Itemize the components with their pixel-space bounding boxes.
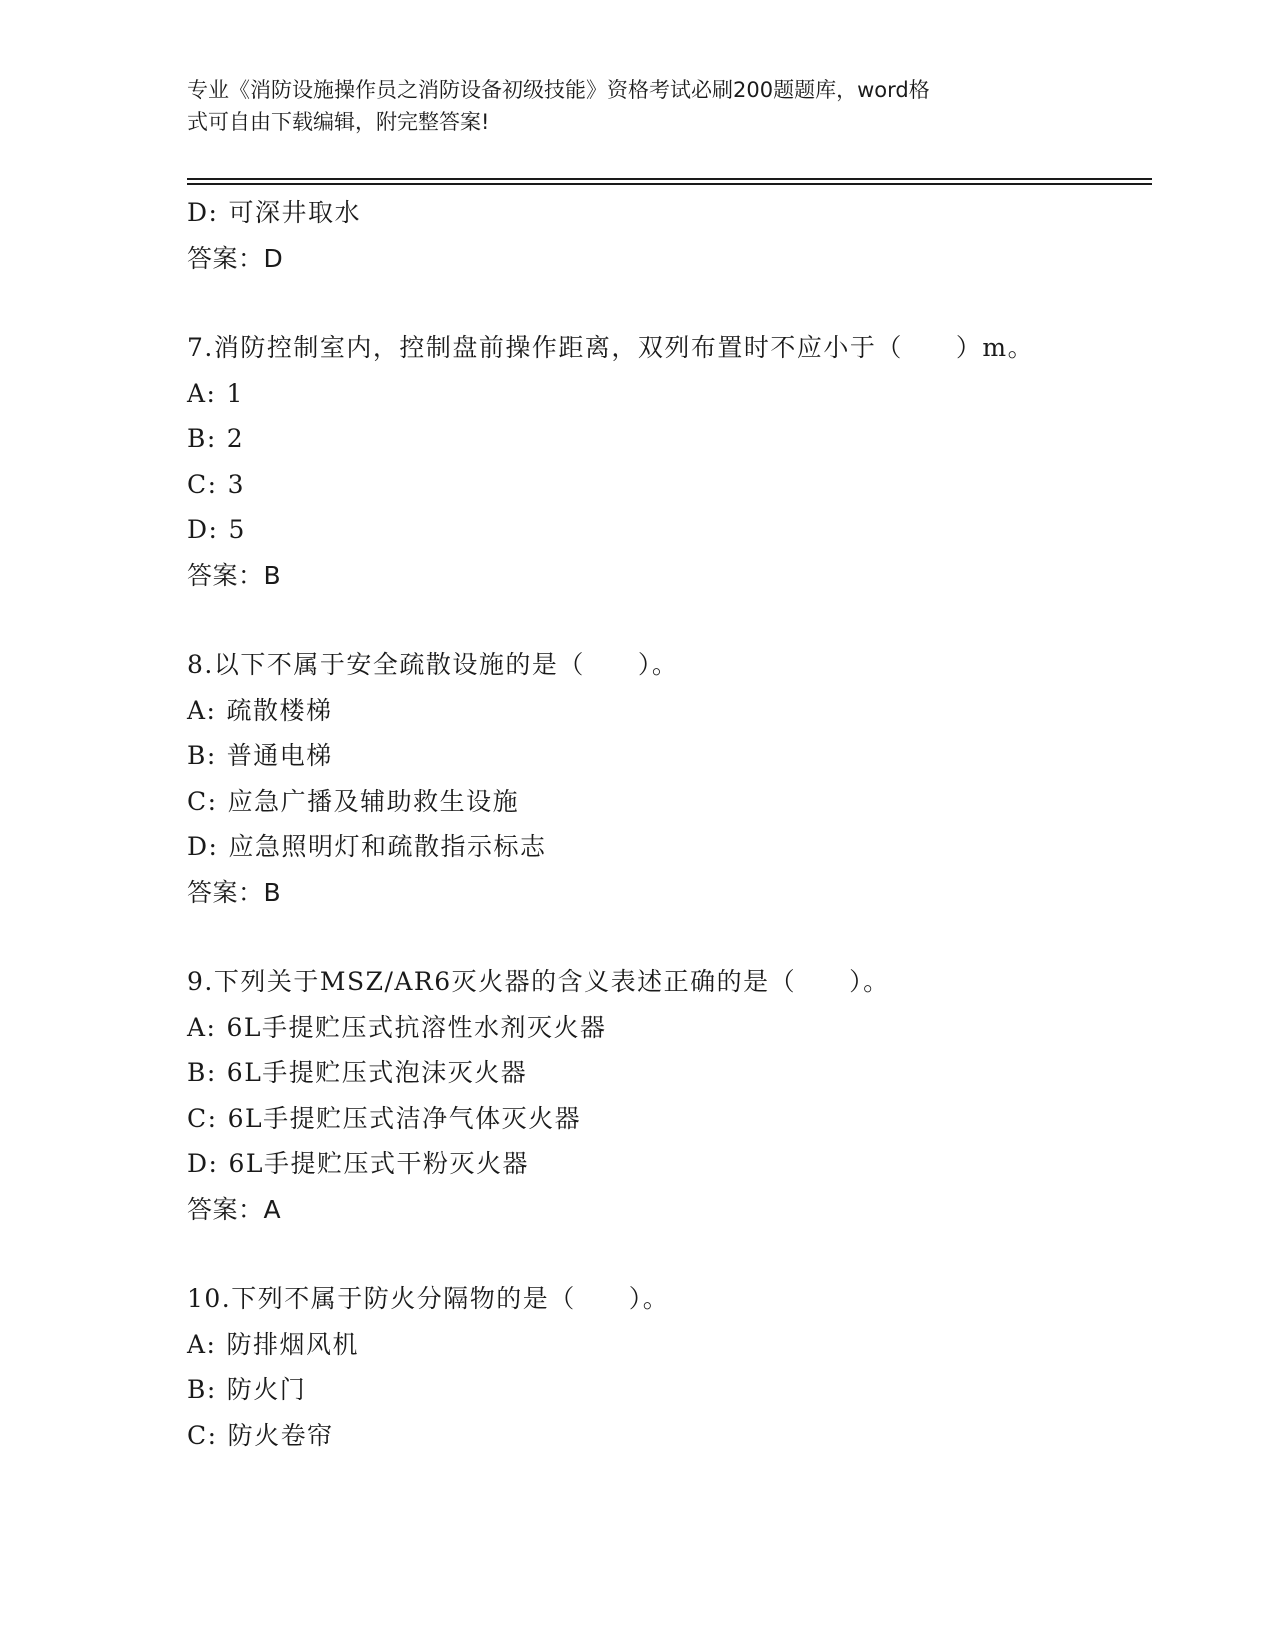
option-key: D: <box>187 832 219 861</box>
option-key: A: <box>187 378 217 408</box>
option-a <box>187 371 1147 417</box>
option-a <box>187 1322 1147 1368</box>
question-9 <box>187 959 1147 1005</box>
option-key: C: <box>187 469 218 499</box>
question-10 <box>187 1276 1147 1322</box>
option-key: D: <box>187 198 219 227</box>
option-key: B: <box>187 1375 217 1404</box>
option-key: B: <box>187 424 217 453</box>
option-text: 5 <box>228 515 246 544</box>
answer-label: 答案： <box>187 1194 264 1224</box>
option-text: 疏散楼梯 <box>226 695 333 725</box>
spacer <box>187 281 1147 325</box>
option-d <box>187 507 1147 553</box>
option-text: 2 <box>226 424 245 453</box>
option-text: 1 <box>226 378 244 408</box>
option-key: C: <box>187 1420 218 1450</box>
option-key: C: <box>187 786 218 816</box>
option-c <box>187 462 1147 508</box>
question-text: 消防控制室内，控制盘前操作距离，双列布置时不应小于（ ）m。 <box>213 333 1035 362</box>
option-text: 防排烟风机 <box>226 1329 359 1359</box>
option-text: 6L手提贮压式干粉灭火器 <box>228 1149 529 1178</box>
header-line-1: 专业《消防设施操作员之消防设备初级技能》资格考试必刷200题题库，word格 <box>187 78 930 102</box>
question-text: 下列关于MSZ/AR6灭火器的含义表述正确的是（ ）。 <box>213 967 890 996</box>
answer-line <box>187 236 1147 282</box>
option-b <box>187 1050 1147 1096</box>
spacer <box>187 915 1147 959</box>
option-b <box>187 416 1147 462</box>
answer-line <box>187 553 1147 599</box>
question-number: 7. <box>187 333 214 362</box>
question-text: 以下不属于安全疏散设施的是（ ）。 <box>213 650 679 679</box>
option-key: C: <box>187 1103 218 1133</box>
header-divider-top <box>187 178 1152 180</box>
option-a <box>187 1005 1147 1051</box>
option-text: 防火门 <box>226 1375 307 1404</box>
option-text: 3 <box>227 469 245 499</box>
question-number: 8. <box>187 650 214 679</box>
option-key: D: <box>187 1149 219 1178</box>
question-number: 10. <box>187 1284 232 1313</box>
option-d <box>187 824 1147 870</box>
question-7 <box>187 325 1147 371</box>
document-header <box>187 74 1067 138</box>
header-line-2: 式可自由下载编辑，附完整答案! <box>187 110 490 134</box>
answer-value: B <box>263 560 282 590</box>
option-c <box>187 1096 1147 1142</box>
answer-label: 答案： <box>187 243 264 273</box>
option-key: D: <box>187 515 219 544</box>
answer-line <box>187 1187 1147 1233</box>
option-text: 可深井取水 <box>228 198 361 227</box>
question-8 <box>187 642 1147 688</box>
answer-value: B <box>263 877 282 907</box>
spacer <box>187 1232 1147 1276</box>
question-list <box>187 190 1147 1458</box>
answer-line <box>187 870 1147 916</box>
option-b <box>187 1367 1147 1413</box>
option-text: 普通电梯 <box>226 741 333 770</box>
option-c <box>187 779 1147 825</box>
option-a <box>187 688 1147 734</box>
option-text: 防火卷帘 <box>227 1420 334 1450</box>
option-c <box>187 1413 1147 1459</box>
answer-label: 答案： <box>187 877 264 907</box>
option-key: B: <box>187 741 217 770</box>
option-key: A: <box>187 1012 217 1042</box>
option-key: A: <box>187 695 217 725</box>
option-b <box>187 733 1147 779</box>
answer-value: A <box>263 1194 282 1224</box>
option-text: 6L手提贮压式泡沫灭火器 <box>226 1058 528 1087</box>
option-text: 应急广播及辅助救生设施 <box>227 786 520 816</box>
header-divider-bottom <box>187 183 1152 185</box>
option-d <box>187 1141 1147 1187</box>
option-text: 6L手提贮压式洁净气体灭火器 <box>227 1103 582 1133</box>
answer-label: 答案： <box>187 560 264 590</box>
question-text: 下列不属于防火分隔物的是（ ）。 <box>231 1284 670 1313</box>
option-d <box>187 190 1147 236</box>
spacer <box>187 598 1147 642</box>
option-text: 应急照明灯和疏散指示标志 <box>228 832 547 861</box>
option-text: 6L手提贮压式抗溶性水剂灭火器 <box>226 1012 607 1042</box>
option-key: B: <box>187 1058 217 1087</box>
option-key: A: <box>187 1329 217 1359</box>
answer-value: D <box>263 243 284 273</box>
question-number: 9. <box>187 967 214 996</box>
